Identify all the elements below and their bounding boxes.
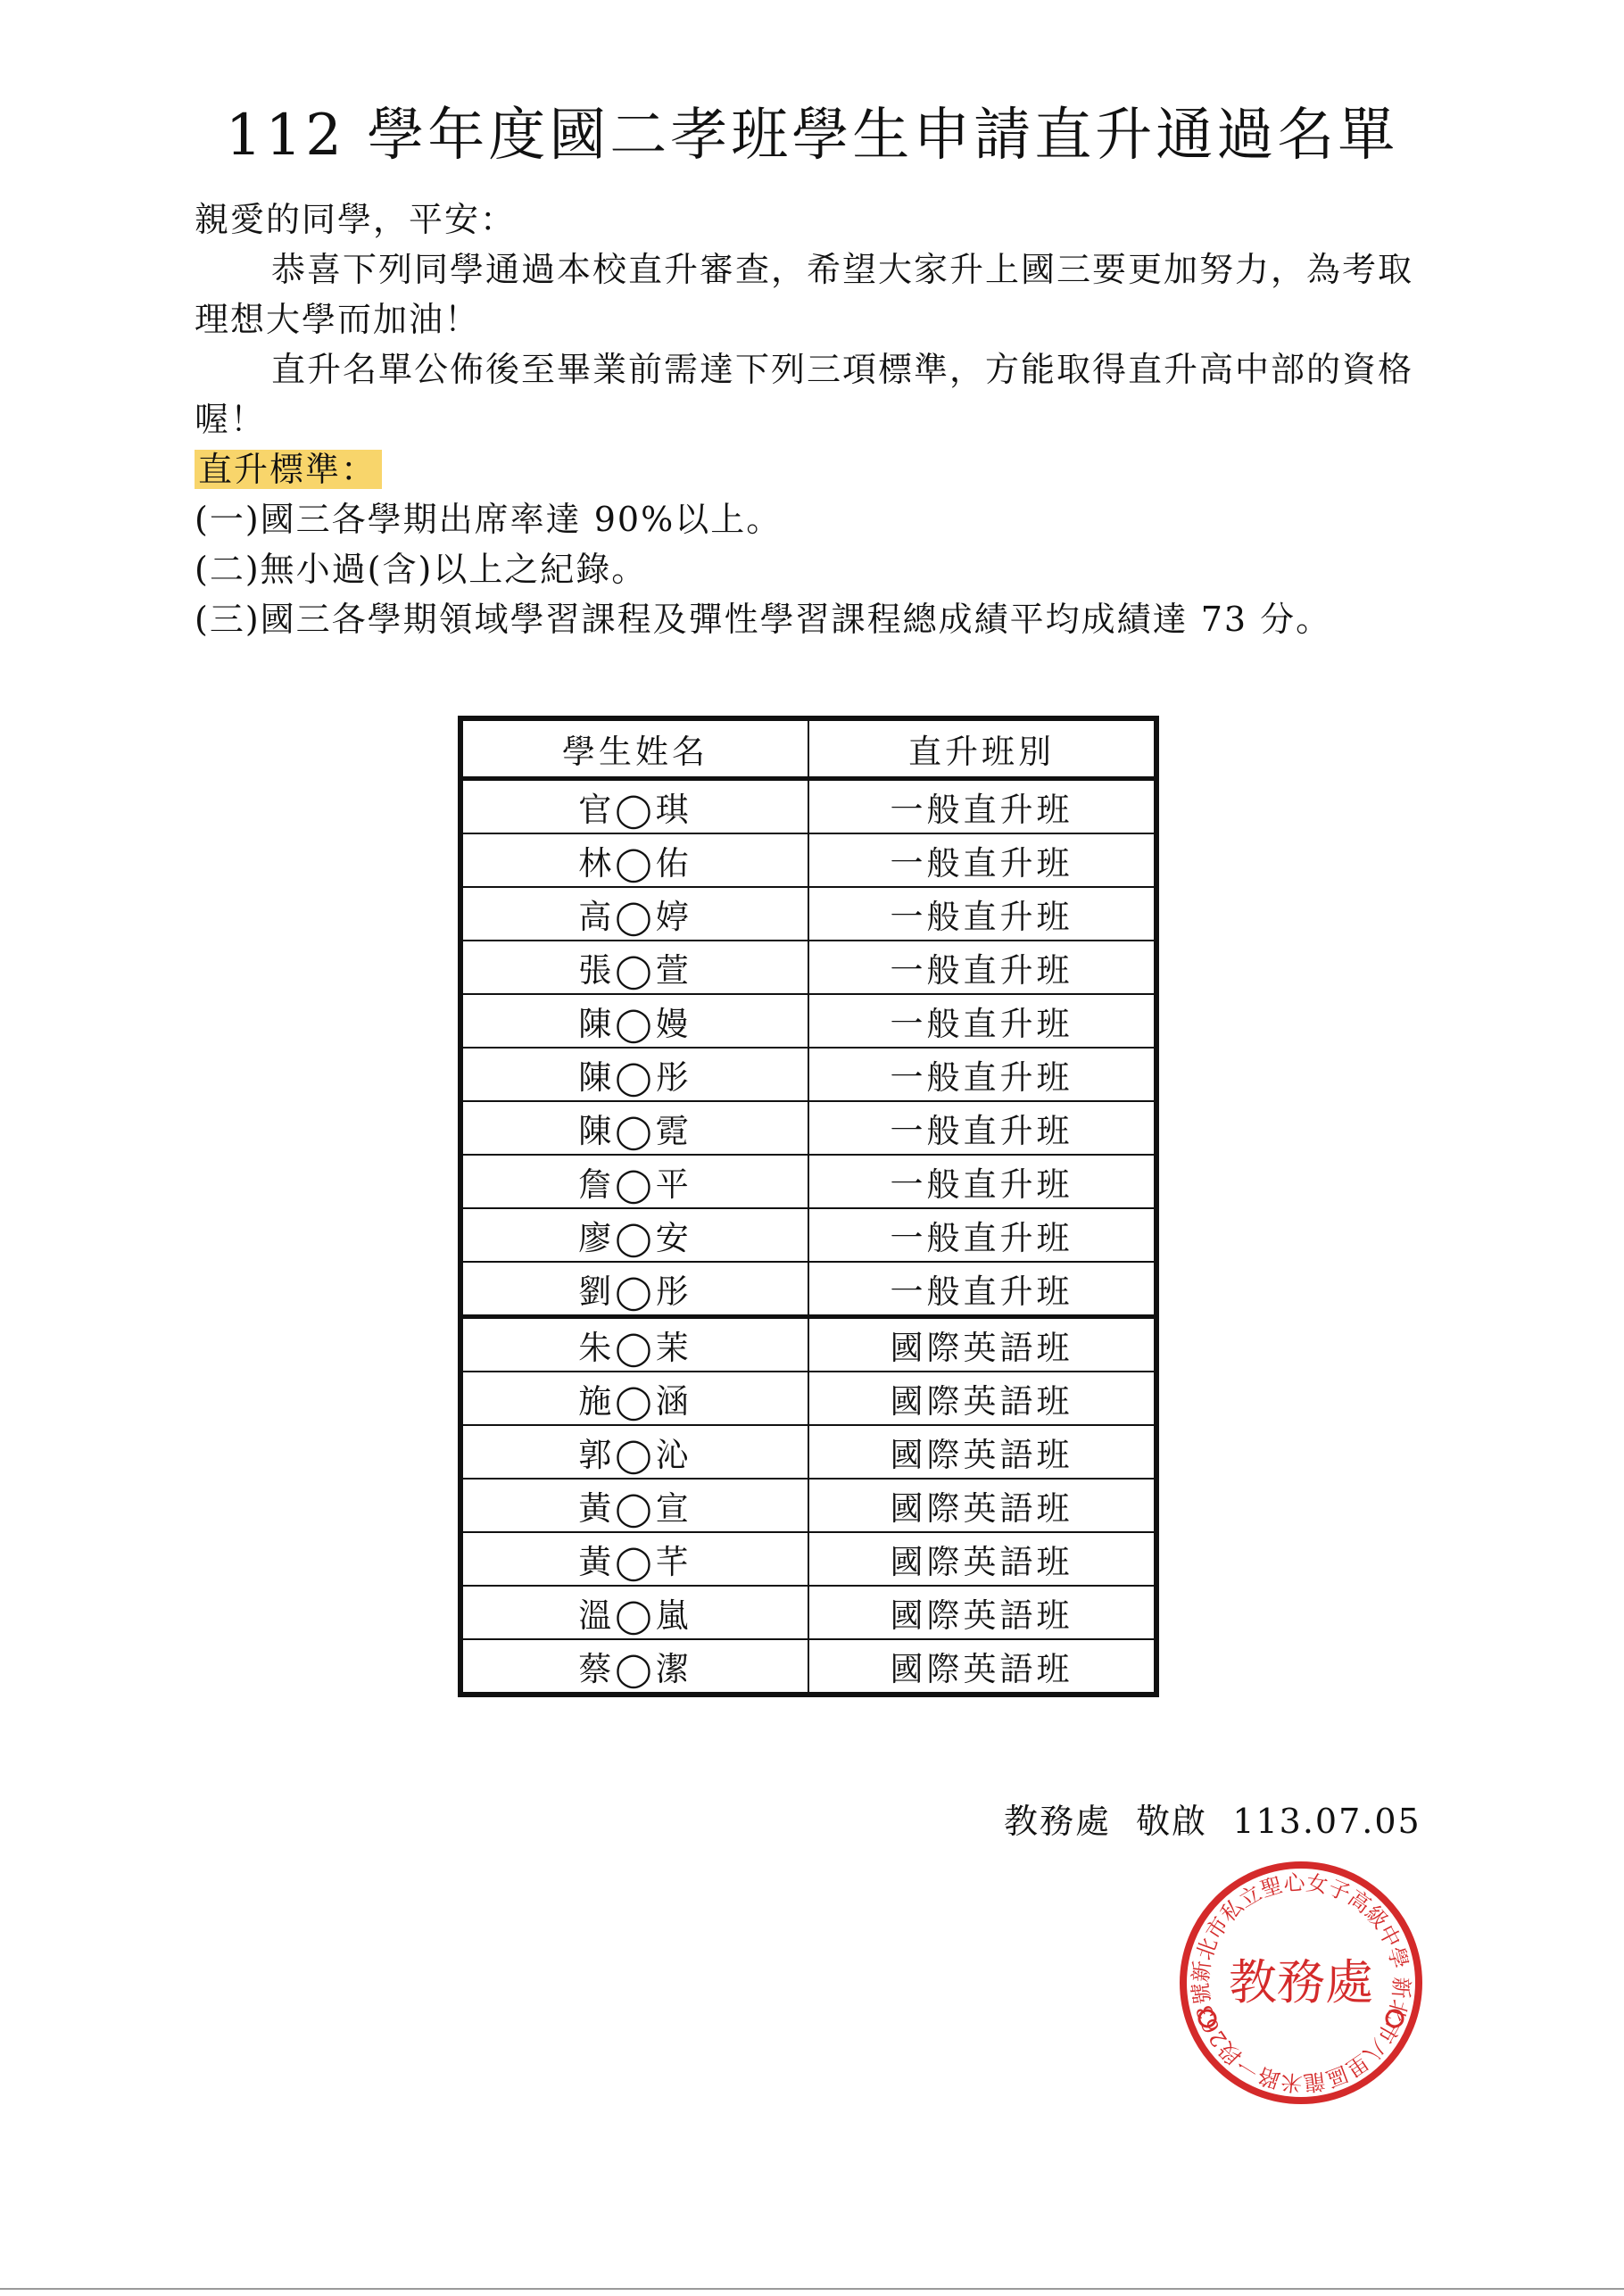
table-row [460, 1208, 1156, 1262]
table-row [460, 779, 1156, 834]
class-type: 國際英語班 [808, 1479, 1156, 1532]
paragraph-requirements: 直升名單公佈後至畢業前需達下列三項標準，方能取得直升高中部的資格喔！ [195, 350, 1414, 439]
table-row [460, 1479, 1156, 1532]
class-type: 一般直升班 [808, 994, 1156, 1048]
table-row [460, 1532, 1156, 1586]
table-row [460, 1372, 1156, 1425]
class-type: 一般直升班 [808, 1262, 1156, 1317]
class-type: 國際英語班 [808, 1639, 1156, 1695]
criteria-heading: 直升標準： [195, 450, 382, 489]
seal-center-text: 教務處 [1229, 1954, 1373, 2010]
table-row [460, 1425, 1156, 1479]
table-row [460, 1262, 1156, 1317]
table-row [460, 1048, 1156, 1101]
student-name: 官◯琪 [460, 779, 808, 834]
student-name: 施◯涵 [460, 1372, 808, 1425]
paragraph-congrats: 恭喜下列同學通過本校直升審查，希望大家升上國三要更加努力，為考取理想大學而加油！ [195, 250, 1414, 339]
student-name: 高◯婷 [460, 887, 808, 941]
class-type: 國際英語班 [808, 1425, 1156, 1479]
table-row [460, 941, 1156, 994]
office-seal-stamp [1176, 1858, 1426, 2108]
criterion-2: (二)無小過(含)以上之紀錄。 [195, 550, 648, 589]
header-class-type: 直升班別 [808, 718, 1156, 779]
class-type: 一般直升班 [808, 1101, 1156, 1155]
student-name: 林◯佑 [460, 833, 808, 887]
class-type: 一般直升班 [808, 1155, 1156, 1208]
table-header-row [460, 718, 1156, 779]
criterion-1: (一)國三各學期出席率達 90%以上。 [195, 500, 783, 539]
table-row [460, 1639, 1156, 1695]
class-type: 國際英語班 [808, 1372, 1156, 1425]
student-name: 陳◯霓 [460, 1101, 808, 1155]
class-type: 一般直升班 [808, 941, 1156, 994]
table-row [460, 887, 1156, 941]
table-row [460, 1155, 1156, 1208]
table-row [460, 994, 1156, 1048]
class-type: 國際英語班 [808, 1586, 1156, 1639]
table-row [460, 1317, 1156, 1372]
student-name: 黃◯宣 [460, 1479, 808, 1532]
student-name: 劉◯彤 [460, 1262, 808, 1317]
seal-ring-text: 新北市私立聖心女子高級中學 新北市八里區龍米路一段263號 [1188, 1869, 1414, 2096]
class-type: 一般直升班 [808, 1048, 1156, 1101]
page-bottom-border [0, 2288, 1624, 2290]
student-name: 陳◯彤 [460, 1048, 808, 1101]
class-type: 一般直升班 [808, 887, 1156, 941]
class-type: 一般直升班 [808, 779, 1156, 834]
student-name: 陳◯嫚 [460, 994, 808, 1048]
class-type: 一般直升班 [808, 1208, 1156, 1262]
header-student-name: 學生姓名 [460, 718, 808, 779]
table-row [460, 833, 1156, 887]
student-name: 溫◯嵐 [460, 1586, 808, 1639]
class-type: 一般直升班 [808, 833, 1156, 887]
student-name: 張◯萱 [460, 941, 808, 994]
student-list-table [458, 716, 1159, 1697]
greeting: 親愛的同學，平安： [195, 200, 517, 239]
student-name: 黃◯芊 [460, 1532, 808, 1586]
student-name: 朱◯茉 [460, 1317, 808, 1372]
student-name: 郭◯沁 [460, 1425, 808, 1479]
signature-line: 教務處 敬啟 113.07.05 [1004, 1802, 1421, 1841]
student-name: 廖◯安 [460, 1208, 808, 1262]
student-name: 詹◯平 [460, 1155, 808, 1208]
notice-body [195, 195, 1430, 644]
page-title: 112 學年度國二孝班學生申請直升通過名單 [225, 103, 1399, 169]
class-type: 國際英語班 [808, 1532, 1156, 1586]
table-row [460, 1586, 1156, 1639]
criterion-3: (三)國三各學期領域學習課程及彈性學習課程總成績平均成績達 73 分。 [195, 600, 1332, 639]
student-name: 蔡◯潔 [460, 1639, 808, 1695]
table-row [460, 1101, 1156, 1155]
class-type: 國際英語班 [808, 1317, 1156, 1372]
